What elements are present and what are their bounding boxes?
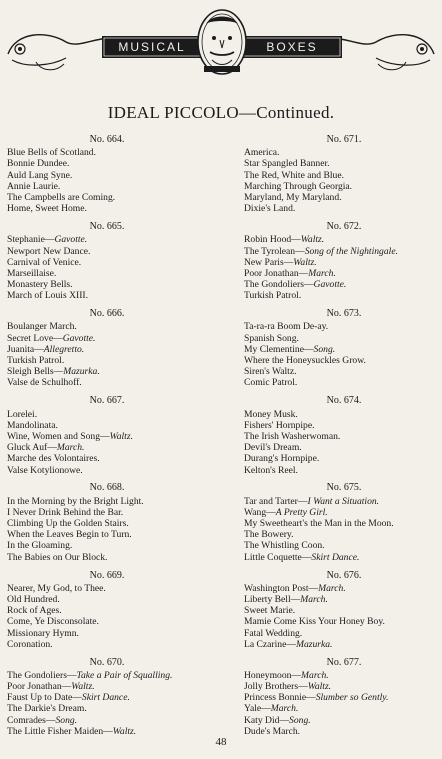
- section-number: No. 670.: [89, 656, 125, 668]
- song-name: Bonnie Dundee.: [7, 158, 70, 170]
- song-name: Lorelei.: [7, 408, 38, 420]
- song-title: [7, 692, 207, 703]
- song-title: [7, 192, 207, 203]
- song-title: [244, 203, 442, 214]
- section-number: No. 675.: [326, 482, 362, 494]
- song-title: [7, 442, 207, 453]
- song-title: [244, 681, 442, 692]
- song-title: [7, 616, 207, 627]
- song-title: [244, 321, 442, 332]
- song-name: Climbing Up the Golden Stairs.: [7, 518, 129, 530]
- catalog-section: [7, 657, 207, 737]
- song-style: Song.: [313, 343, 336, 355]
- song-title: [7, 453, 207, 464]
- section-number: No. 669.: [89, 569, 125, 581]
- song-title: [7, 234, 207, 245]
- song-title: [244, 670, 442, 681]
- section-number: No. 666.: [89, 308, 125, 320]
- song-style: March.: [56, 442, 85, 454]
- section-number: No. 668.: [89, 482, 125, 494]
- song-title: [7, 181, 207, 192]
- song-title: [7, 703, 207, 714]
- song-title: [7, 344, 207, 355]
- song-style: Waltz.: [109, 430, 133, 442]
- catalog-section: [244, 482, 442, 562]
- song-name: Siren's Waltz.: [244, 366, 297, 378]
- song-title: [7, 583, 207, 594]
- song-title: [7, 529, 207, 540]
- song-name: Comic Patrol.: [244, 377, 298, 389]
- song-name: The Campbells are Coming.: [7, 192, 116, 204]
- song-name: Auld Lang Syne.: [7, 169, 73, 181]
- song-title: [7, 681, 207, 692]
- song-name: Princess Bonnie—: [244, 692, 316, 704]
- song-title: [244, 333, 442, 344]
- song-title: [7, 147, 207, 158]
- song-name: Carnival of Venice.: [7, 256, 82, 268]
- song-title: [244, 442, 442, 453]
- song-name: Annie Laurie.: [7, 180, 61, 192]
- song-name: Marche des Volontaires.: [7, 453, 100, 465]
- song-title: [244, 605, 442, 616]
- song-name: New Paris—: [244, 256, 294, 268]
- song-name: The Darkie's Dream.: [7, 703, 87, 715]
- song-name: Turkish Patrol.: [7, 355, 65, 367]
- song-style: March.: [318, 582, 346, 594]
- section-number: No. 676.: [326, 569, 362, 581]
- song-name: In the Gloaming.: [7, 540, 73, 552]
- song-title: [244, 170, 442, 181]
- header-right-label: BOXES: [266, 40, 318, 54]
- song-style: Waltz.: [307, 681, 332, 693]
- song-title: [7, 257, 207, 268]
- song-name: America.: [244, 147, 280, 159]
- song-title: [7, 465, 207, 476]
- section-number: No. 672.: [326, 221, 362, 233]
- section-number: No. 677.: [326, 656, 362, 668]
- song-style: Mazurka.: [63, 366, 100, 378]
- song-title: [244, 540, 442, 551]
- song-style: I Want a Situation.: [307, 495, 380, 507]
- song-name: In the Morning by the Bright Light.: [7, 495, 144, 507]
- catalog-section: [7, 134, 207, 214]
- song-title: [244, 529, 442, 540]
- song-title: [244, 234, 442, 245]
- song-style: A Pretty Girl.: [275, 506, 328, 518]
- song-name: Devil's Dream.: [244, 442, 302, 454]
- catalog-section: [244, 395, 442, 475]
- song-name: Dixie's Land.: [244, 203, 296, 215]
- song-style: March.: [301, 669, 329, 681]
- song-title: [244, 279, 442, 290]
- song-title: [244, 703, 442, 714]
- song-style: Gavotte.: [62, 332, 96, 344]
- song-title: [7, 366, 207, 377]
- song-style: Allegretto.: [43, 343, 85, 355]
- song-name: Boulanger March.: [7, 321, 77, 333]
- song-style: Skirt Dance.: [311, 551, 360, 563]
- song-name: Katy Did—: [244, 714, 290, 726]
- catalog-section: [7, 482, 207, 562]
- section-number: No. 664.: [89, 134, 125, 145]
- song-name: Rock of Ages.: [7, 605, 62, 617]
- song-name: Juanita—: [7, 343, 44, 355]
- page-title: IDEAL PICCOLO—Continued.: [107, 103, 335, 122]
- song-name: La Czarine—: [244, 638, 296, 650]
- song-title: [7, 715, 207, 726]
- song-title: [244, 366, 442, 377]
- song-title: [244, 409, 442, 420]
- song-style: Take a Pair of Squalling.: [76, 669, 173, 681]
- song-style: Slumber so Gently.: [315, 692, 389, 704]
- song-name: Spanish Song.: [244, 332, 299, 344]
- catalog-section: [7, 570, 207, 650]
- song-name: Money Musk.: [244, 408, 298, 420]
- song-style: Gavotte.: [54, 234, 88, 246]
- song-title: [244, 344, 442, 355]
- song-name: Fishers' Hornpipe.: [244, 419, 315, 431]
- song-name: When the Leaves Begin to Turn.: [7, 529, 132, 541]
- song-title: [7, 246, 207, 257]
- song-name: Washington Post—: [244, 582, 319, 594]
- song-name: Honeymoon—: [244, 669, 302, 681]
- song-name: Comrades—: [7, 714, 56, 726]
- song-title: [244, 268, 442, 279]
- song-name: Mamie Come Kiss Your Honey Boy.: [244, 616, 385, 628]
- song-name: Gluck Auf—: [7, 442, 57, 454]
- song-style: Skirt Dance.: [81, 692, 130, 704]
- section-number: No. 674.: [326, 395, 362, 407]
- song-title: [7, 420, 207, 431]
- song-name: Liberty Bell—: [244, 593, 301, 605]
- catalog-section: [244, 308, 442, 388]
- song-title: [7, 203, 207, 214]
- song-title: [7, 431, 207, 442]
- song-name: Ta-ra-ra Boom De-ay.: [244, 321, 329, 333]
- song-name: Maryland, My Maryland.: [244, 192, 342, 204]
- song-title: [7, 540, 207, 551]
- song-name: Faust Up to Date—: [7, 692, 82, 704]
- song-name: Little Coquette—: [244, 551, 312, 563]
- song-title: [7, 518, 207, 529]
- song-style: Waltz.: [112, 725, 137, 737]
- song-style: Waltz.: [300, 234, 325, 246]
- song-title: [244, 496, 442, 507]
- song-name: Home, Sweet Home.: [7, 203, 87, 215]
- song-title: [244, 616, 442, 627]
- song-style: March.: [308, 267, 336, 279]
- song-title: [7, 639, 207, 650]
- catalog-section: [7, 395, 207, 475]
- song-title: [7, 355, 207, 366]
- song-title: [7, 507, 207, 518]
- song-name: The Irish Washerwoman.: [244, 430, 341, 442]
- song-title: [7, 552, 207, 563]
- song-title: [244, 465, 442, 476]
- song-name: Tar and Tarter—: [244, 495, 308, 507]
- song-name: Secret Love—: [7, 332, 63, 344]
- song-name: Star Spangled Banner.: [244, 158, 330, 170]
- song-title: [7, 628, 207, 639]
- song-title: [244, 257, 442, 268]
- left-column: [7, 134, 207, 744]
- section-number: No. 673.: [326, 308, 362, 320]
- song-name: Newport New Dance.: [7, 245, 91, 257]
- song-name: Sleigh Bells—: [7, 366, 64, 378]
- song-style: Waltz.: [293, 256, 317, 268]
- song-title: [244, 692, 442, 703]
- song-title: [7, 321, 207, 332]
- song-name: The Tyrolean—: [244, 245, 305, 257]
- song-name: Missionary Hymn.: [7, 627, 79, 639]
- song-name: Coronation.: [7, 638, 53, 650]
- song-style: Song.: [55, 714, 78, 726]
- song-title: [244, 431, 442, 442]
- song-title: [244, 355, 442, 366]
- song-title: [7, 268, 207, 279]
- section-number: No. 667.: [89, 395, 125, 407]
- song-style: Mazurka.: [295, 638, 333, 650]
- song-title: [7, 377, 207, 388]
- song-name: Kelton's Reel.: [244, 464, 298, 476]
- song-title: [7, 158, 207, 169]
- song-title: [7, 333, 207, 344]
- song-name: Poor Jonathan—: [244, 267, 309, 279]
- catalog-section: [244, 134, 442, 214]
- song-title: [244, 583, 442, 594]
- song-title: [244, 147, 442, 158]
- song-title: [244, 715, 442, 726]
- song-style: Song.: [289, 714, 311, 726]
- song-name: March of Louis XIII.: [7, 290, 88, 302]
- song-name: Old Hundred.: [7, 593, 60, 605]
- song-name: Wang—: [244, 506, 276, 518]
- song-name: Come, Ye Disconsolate.: [7, 616, 99, 628]
- catalog-section: [244, 221, 442, 301]
- song-style: March.: [300, 593, 328, 605]
- song-title: [7, 279, 207, 290]
- song-title: [7, 496, 207, 507]
- song-title: [244, 518, 442, 529]
- section-number: No. 665.: [89, 221, 125, 233]
- song-title: [244, 507, 442, 518]
- song-title: [7, 170, 207, 181]
- song-title: [244, 420, 442, 431]
- song-title: [244, 377, 442, 388]
- song-name: The Gondoliers—: [244, 279, 314, 291]
- song-name: The Little Fisher Maiden—: [7, 725, 113, 737]
- song-style: Waltz.: [71, 681, 95, 693]
- header-left-label: MUSICAL: [118, 40, 186, 54]
- song-style: Song of the Nightingale.: [304, 245, 398, 257]
- song-name: Stephanie—: [7, 234, 55, 246]
- song-name: The Bowery.: [244, 529, 294, 541]
- song-title: [244, 628, 442, 639]
- song-title: [244, 246, 442, 257]
- song-name: The Whistling Coon.: [244, 540, 325, 552]
- song-title: [7, 594, 207, 605]
- song-name: Durang's Hornpipe.: [244, 453, 320, 465]
- song-name: Monastery Bells.: [7, 279, 73, 291]
- song-name: Blue Bells of Scotland.: [7, 147, 96, 159]
- song-title: [7, 670, 207, 681]
- page-number: 48: [215, 736, 227, 748]
- musical-boxes-header-banner: [6, 2, 436, 78]
- song-name: Marseillaise.: [7, 267, 57, 279]
- song-name: I Never Drink Behind the Bar.: [7, 506, 124, 518]
- song-name: Valse de Schulhoff.: [7, 377, 82, 389]
- song-title: [244, 594, 442, 605]
- right-column: [244, 134, 442, 744]
- song-name: Nearer, My God, to Thee.: [7, 582, 106, 594]
- song-name: Marching Through Georgia.: [244, 180, 353, 192]
- catalog-section: [7, 308, 207, 388]
- song-name: Where the Honeysuckles Grow.: [244, 355, 366, 367]
- song-title: [244, 181, 442, 192]
- section-number: No. 671.: [326, 134, 362, 145]
- song-style: Gavotte.: [313, 279, 347, 291]
- song-name: Yale—: [244, 703, 271, 715]
- song-title: [244, 290, 442, 301]
- song-title: [244, 639, 442, 650]
- song-name: Fatal Wedding.: [244, 627, 303, 639]
- catalog-section: [244, 657, 442, 737]
- song-name: My Sweetheart's the Man in the Moon.: [244, 518, 394, 530]
- song-title: [7, 290, 207, 301]
- song-name: The Red, White and Blue.: [244, 169, 344, 181]
- song-name: Robin Hood—: [244, 234, 301, 246]
- song-name: Wine, Women and Song—: [7, 430, 110, 442]
- song-name: Poor Jonathan—: [7, 681, 72, 693]
- song-title: [244, 158, 442, 169]
- song-name: Valse Kotylionowe.: [7, 464, 83, 476]
- song-name: Jolly Brothers—: [244, 681, 308, 693]
- song-style: March.: [270, 703, 299, 715]
- song-name: My Clementine—: [244, 343, 314, 355]
- song-name: Sweet Marie.: [244, 605, 296, 617]
- catalog-section: [244, 570, 442, 650]
- song-name: Turkish Patrol.: [244, 290, 302, 302]
- song-title: [244, 552, 442, 563]
- song-name: Dude's March.: [244, 725, 301, 737]
- song-name: The Gondoliers—: [7, 669, 77, 681]
- song-title: [7, 605, 207, 616]
- song-name: Mandolinata.: [7, 419, 58, 431]
- song-title: [244, 192, 442, 203]
- song-title: [7, 409, 207, 420]
- catalog-section: [7, 221, 207, 301]
- song-title: [244, 453, 442, 464]
- song-name: The Babies on Our Block.: [7, 551, 108, 563]
